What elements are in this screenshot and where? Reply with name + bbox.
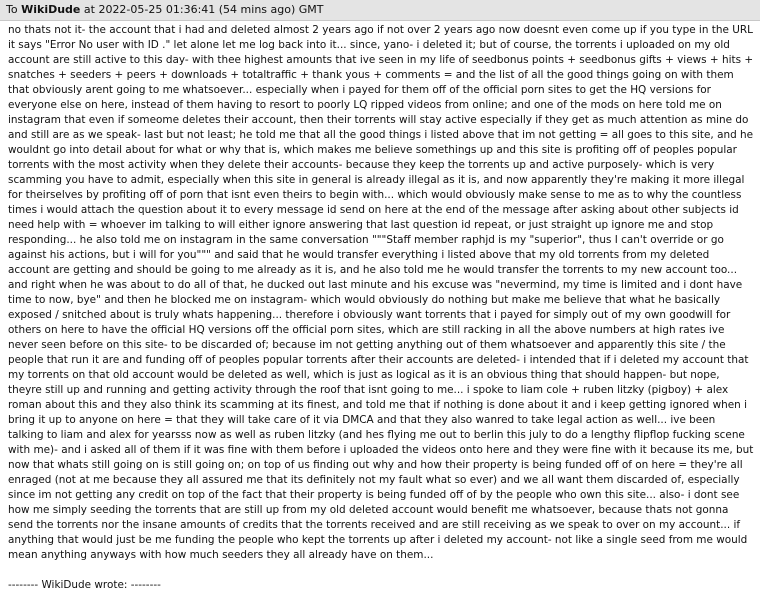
message-header (0, 0, 760, 21)
sender-link[interactable]: WikiDude (21, 3, 81, 16)
message-text: no thats not it- the account that i had and deleted almost 2 years ago if not over 2 years ago now doesnt even come up if you type in the URL it says "Error No user with ID ." let alone let me log back into it... since, yano- i deleted it; but of course, the torrents i uploaded on my old account are still active to this day- with thee highest amounts that ive seen in my life of seedbonus points + seedbonus gifts + views + hits + snatches + seeders + peers + downloads + totaltraffic + thank yous + comments = and the list of all the good things going on with them that obviously arent going to me whatsoever... especially when i payed for them off of the official porn sites to get the HQ versions for everyone else on here, instead of them having to resort to poorly LQ ripped videos from online; and one of the mods on here told me on instagram that even if someome deletes their account, then their torrents will stay active especially if they get as much attention as mine do and still are as we speak- last but not least; he told me that all the good things i listed above that im not getting = all goes to this site, and he wouldnt go into detail about for what or why that is, which makes me believe somethings up and this site is profiting off of peoples popular torrents with the most activity when they delete their accounts- because they keep the torrents up and active purposely- which is very scamming you have to admit, especially when this site in general is already illegal as it is, and now apparently they're making it more illegal for theirselves by profiting off of porn that isnt even theirs to begin with... which would obviously make sense to me as to why the countless times i would attach the question about it to every message id send on here at the end of the message after asking about other subjects id need help with = whoever im talking to will either ignore answering that last question id repeat, or just straight up ignore me and stop responding... he also told me on instagram in the same conversation """Staff member raphjd is my "superior", thus I can't override or go against his actions, but i will for you""" and said that he would transfer everything i listed above that my old torrents from my deleted account are getting and should be going to me already as it is, and he also told me he would transfer the torrents to my new account too... and right when he was about to do all of that, he ducked out last minute and his excuse was "nevermind, my time is limited and i dont have time to now, bye" and then he blocked me on instagram- which would obviously do nothing but make me believe that what he basically exposed / snitched about is truly whats happening... therefore i obviously want torrents that i payed for simply out of my own goodwill for others on here to have the official HQ versions off the official porn sites, which are still racking in all the above numbers at high rates ive never seen before on this site- to be discarded of; because im not getting anything out of them whatsoever and apparently this site / the people that run it are and funding off of peoples popular torrents after their accounts are deleted- i intended that if i deleted my account that my torrents on that old account would be deleted as well, which is just as logical as it is an obvious thing that should happen- but nope, theyre still up and running and getting activity through the roof that isnt going to me... i spoke to liam cole + ruben litzky (pigboy) + alex roman about this and they also think its scamming at its finest, and told me that if nothing is done about it and i keep getting ignored when i bring it up to anyone on here = that they will take care of it via DMCA and that they also wanred to take legal action as well... ive been talking to liam and alex for yearsss now as well as ruben litzky (and hes flying me out to berlin this july to do a lengthy flipflop fucking scene with me)- and i asked all of them if it was fine with them before i uploaded the videos onto here and they were fine with it because its me, but now that whats still going on is still going on; on top of us finding out why and how their property is being funded off of on here = they're all enraged (not at me because they all assured me that its definitely not my fault what so ever) and we all want them discarded of, especially since im not getting any credit on top of the fact that their property is being funded off of by the people who own this site... also- i dont see how me simply seeding the torrents that are still up from my old deleted account would benefit me whatsoever, because thats not gonna send the torrents nor the insane amounts of credits that the torrents received and are still receiving as we speak to over on my account... if anything that would just be me funding the people who kept the torrents up after i deleted my account- not like a single seed from me would mean anything anyways with how much seeders they all already have on them... (8, 24, 754, 561)
quote-marker: -------- WikiDude wrote: -------- (8, 579, 161, 591)
header-timestamp: at 2022-05-25 01:36:41 (54 mins ago) GMT (83, 3, 324, 16)
header-prefix: To (6, 3, 18, 16)
message-body (0, 21, 760, 593)
